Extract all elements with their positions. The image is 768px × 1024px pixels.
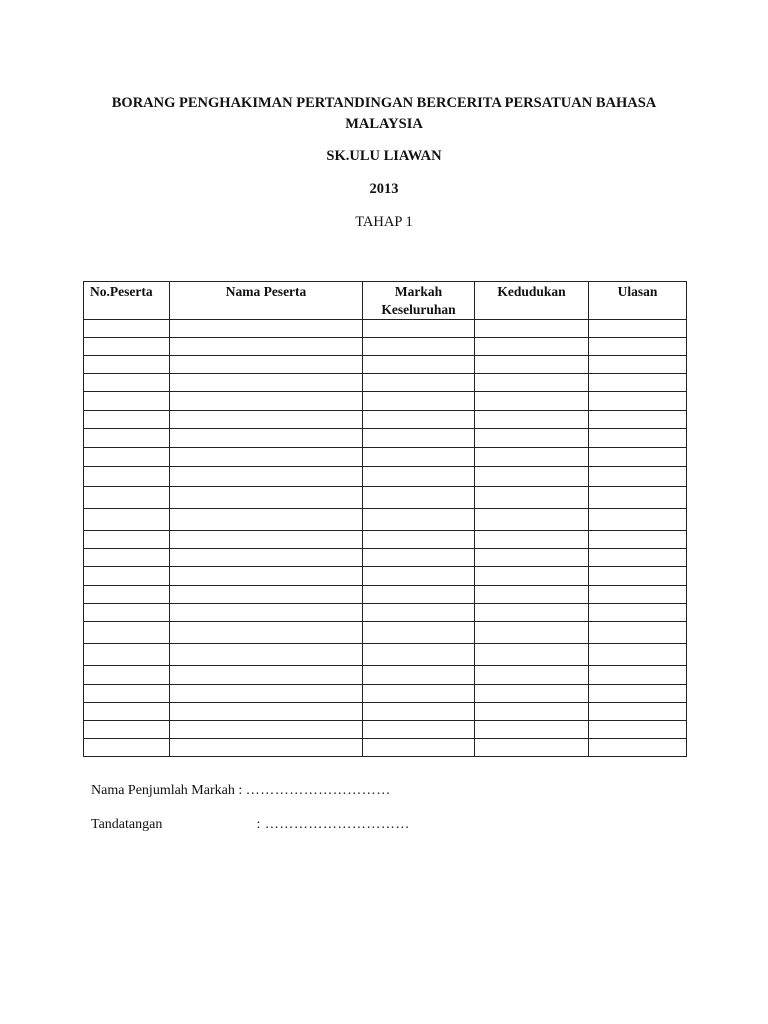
table-cell-markah[interactable]	[363, 549, 475, 567]
table-cell-markah[interactable]	[363, 567, 475, 586]
table-cell-kedudukan[interactable]	[475, 567, 589, 586]
form-title	[80, 93, 688, 135]
table-row	[84, 467, 687, 487]
table-cell-ulasan[interactable]	[589, 320, 687, 338]
table-cell-kedudukan[interactable]	[475, 739, 589, 757]
table-cell-no-peserta[interactable]	[84, 411, 170, 429]
table-cell-ulasan[interactable]	[589, 721, 687, 739]
school-name: SK.ULU LIAWAN	[326, 148, 442, 164]
table-cell-nama-peserta[interactable]	[170, 320, 363, 338]
table-cell-ulasan[interactable]	[589, 448, 687, 467]
column-header-kedudukan: Kedudukan	[475, 282, 589, 320]
table-cell-no-peserta[interactable]	[84, 666, 170, 685]
table-cell-ulasan[interactable]	[589, 703, 687, 721]
table-cell-markah[interactable]	[363, 356, 475, 374]
table-cell-kedudukan[interactable]	[475, 622, 589, 644]
table-row	[84, 374, 687, 392]
table-cell-ulasan[interactable]	[589, 356, 687, 374]
table-cell-ulasan[interactable]	[589, 429, 687, 448]
table-cell-kedudukan[interactable]	[475, 392, 589, 411]
table-cell-markah[interactable]	[363, 531, 475, 549]
table-cell-ulasan[interactable]	[589, 374, 687, 392]
table-cell-markah[interactable]	[363, 622, 475, 644]
signature-label: Tandatangan	[91, 817, 163, 832]
table-cell-ulasan[interactable]	[589, 567, 687, 586]
table-cell-markah[interactable]	[363, 392, 475, 411]
form-title-line-1: BORANG PENGHAKIMAN PERTANDINGAN BERCERITA PERSATUAN BAHASA	[111, 95, 657, 111]
table-cell-kedudukan[interactable]	[475, 721, 589, 739]
table-cell-markah[interactable]	[363, 586, 475, 604]
table-cell-kedudukan[interactable]	[475, 666, 589, 685]
table-row	[84, 356, 687, 374]
table-row	[84, 685, 687, 703]
table-cell-no-peserta[interactable]	[84, 338, 170, 356]
table-cell-kedudukan[interactable]	[475, 531, 589, 549]
table-cell-markah[interactable]	[363, 448, 475, 467]
table-cell-no-peserta[interactable]	[84, 509, 170, 531]
table-cell-kedudukan[interactable]	[475, 374, 589, 392]
table-cell-kedudukan[interactable]	[475, 703, 589, 721]
table-cell-markah[interactable]	[363, 644, 475, 666]
table-cell-nama-peserta[interactable]	[170, 448, 363, 467]
table-row	[84, 392, 687, 411]
table-cell-kedudukan[interactable]	[475, 685, 589, 703]
table-cell-no-peserta[interactable]	[84, 703, 170, 721]
table-cell-markah[interactable]	[363, 604, 475, 622]
table-cell-nama-peserta[interactable]	[170, 567, 363, 586]
table-cell-no-peserta[interactable]	[84, 374, 170, 392]
column-header-no-peserta: No.Peserta	[84, 282, 170, 320]
table-cell-no-peserta[interactable]	[84, 739, 170, 757]
table-cell-nama-peserta[interactable]	[170, 644, 363, 666]
table-cell-markah[interactable]	[363, 487, 475, 509]
table-cell-kedudukan[interactable]	[475, 487, 589, 509]
signature-line	[91, 817, 410, 833]
table-cell-ulasan[interactable]	[589, 586, 687, 604]
table-row	[84, 721, 687, 739]
table-cell-markah[interactable]	[363, 338, 475, 356]
table-row	[84, 531, 687, 549]
table-cell-no-peserta[interactable]	[84, 586, 170, 604]
table-cell-nama-peserta[interactable]	[170, 374, 363, 392]
table-cell-nama-peserta[interactable]	[170, 429, 363, 448]
table-row	[84, 586, 687, 604]
table-cell-markah[interactable]	[363, 509, 475, 531]
table-row	[84, 622, 687, 644]
table-cell-kedudukan[interactable]	[475, 338, 589, 356]
table-cell-no-peserta[interactable]	[84, 604, 170, 622]
table-cell-no-peserta[interactable]	[84, 429, 170, 448]
table-cell-nama-peserta[interactable]	[170, 666, 363, 685]
table-cell-ulasan[interactable]	[589, 509, 687, 531]
signature-field[interactable]: : …………………………	[256, 817, 410, 832]
table-cell-ulasan[interactable]	[589, 666, 687, 685]
table-cell-no-peserta[interactable]	[84, 392, 170, 411]
table-cell-nama-peserta[interactable]	[170, 703, 363, 721]
table-cell-no-peserta[interactable]	[84, 567, 170, 586]
table-cell-nama-peserta[interactable]	[170, 685, 363, 703]
table-cell-kedudukan[interactable]	[475, 356, 589, 374]
table-row	[84, 338, 687, 356]
table-cell-ulasan[interactable]	[589, 549, 687, 567]
table-cell-markah[interactable]	[363, 374, 475, 392]
table-cell-nama-peserta[interactable]	[170, 739, 363, 757]
table-cell-no-peserta[interactable]	[84, 467, 170, 487]
table-cell-nama-peserta[interactable]	[170, 392, 363, 411]
table-row	[84, 509, 687, 531]
table-cell-no-peserta[interactable]	[84, 320, 170, 338]
table-cell-ulasan[interactable]	[589, 392, 687, 411]
table-cell-nama-peserta[interactable]	[170, 721, 363, 739]
table-row	[84, 320, 687, 338]
column-header-ulasan: Ulasan	[589, 282, 687, 320]
scorer-name-field[interactable]: …………………………	[245, 783, 391, 798]
table-cell-ulasan[interactable]	[589, 338, 687, 356]
table-cell-kedudukan[interactable]	[475, 509, 589, 531]
scorer-name-label: Nama Penjumlah Markah :	[91, 783, 243, 798]
table-cell-markah[interactable]	[363, 685, 475, 703]
table-cell-markah[interactable]	[363, 411, 475, 429]
table-row	[84, 666, 687, 685]
table-cell-nama-peserta[interactable]	[170, 549, 363, 567]
column-header-nama-peserta: Nama Peserta	[170, 282, 363, 320]
table-row	[84, 567, 687, 586]
table-cell-ulasan[interactable]	[589, 739, 687, 757]
table-row	[84, 739, 687, 757]
table-cell-kedudukan[interactable]	[475, 644, 589, 666]
table-cell-ulasan[interactable]	[589, 467, 687, 487]
table-cell-ulasan[interactable]	[589, 622, 687, 644]
table-cell-no-peserta[interactable]	[84, 356, 170, 374]
table-cell-ulasan[interactable]	[589, 685, 687, 703]
table-cell-no-peserta[interactable]	[84, 644, 170, 666]
table-cell-markah[interactable]	[363, 721, 475, 739]
table-body	[84, 320, 687, 757]
table-cell-kedudukan[interactable]	[475, 467, 589, 487]
table-cell-markah[interactable]	[363, 467, 475, 487]
column-header-markah: Markah Keseluruhan	[363, 282, 475, 320]
table-cell-markah[interactable]	[363, 739, 475, 757]
table-cell-no-peserta[interactable]	[84, 487, 170, 509]
form-title-line-2: MALAYSIA	[345, 116, 423, 132]
table-cell-nama-peserta[interactable]	[170, 487, 363, 509]
table-cell-nama-peserta[interactable]	[170, 586, 363, 604]
table-cell-no-peserta[interactable]	[84, 721, 170, 739]
scorer-name-line	[91, 783, 391, 799]
table-row	[84, 411, 687, 429]
year: 2013	[369, 181, 399, 197]
table-row	[84, 644, 687, 666]
table-cell-ulasan[interactable]	[589, 604, 687, 622]
table-cell-kedudukan[interactable]	[475, 586, 589, 604]
table-cell-nama-peserta[interactable]	[170, 467, 363, 487]
table-cell-ulasan[interactable]	[589, 644, 687, 666]
table-row	[84, 703, 687, 721]
table-cell-ulasan[interactable]	[589, 487, 687, 509]
table-cell-nama-peserta[interactable]	[170, 622, 363, 644]
table-row	[84, 448, 687, 467]
table-cell-no-peserta[interactable]	[84, 622, 170, 644]
stage-label: TAHAP 1	[355, 214, 413, 230]
table-cell-nama-peserta[interactable]	[170, 338, 363, 356]
table-cell-ulasan[interactable]	[589, 531, 687, 549]
table-cell-no-peserta[interactable]	[84, 685, 170, 703]
table-cell-nama-peserta[interactable]	[170, 411, 363, 429]
table-cell-kedudukan[interactable]	[475, 411, 589, 429]
table-cell-nama-peserta[interactable]	[170, 509, 363, 531]
table-row	[84, 604, 687, 622]
table-cell-kedudukan[interactable]	[475, 604, 589, 622]
table-cell-no-peserta[interactable]	[84, 531, 170, 549]
judging-table	[83, 281, 687, 757]
table-cell-nama-peserta[interactable]	[170, 356, 363, 374]
table-cell-nama-peserta[interactable]	[170, 531, 363, 549]
table-cell-ulasan[interactable]	[589, 411, 687, 429]
table-cell-markah[interactable]	[363, 703, 475, 721]
table-cell-kedudukan[interactable]	[475, 320, 589, 338]
table-cell-markah[interactable]	[363, 320, 475, 338]
table-row	[84, 429, 687, 448]
table-cell-no-peserta[interactable]	[84, 448, 170, 467]
table-cell-nama-peserta[interactable]	[170, 604, 363, 622]
table-cell-markah[interactable]	[363, 666, 475, 685]
table-cell-kedudukan[interactable]	[475, 549, 589, 567]
table-row	[84, 487, 687, 509]
table-cell-no-peserta[interactable]	[84, 549, 170, 567]
table-cell-markah[interactable]	[363, 429, 475, 448]
table-row	[84, 549, 687, 567]
table-cell-kedudukan[interactable]	[475, 448, 589, 467]
table-cell-kedudukan[interactable]	[475, 429, 589, 448]
table-header-row	[84, 282, 687, 320]
